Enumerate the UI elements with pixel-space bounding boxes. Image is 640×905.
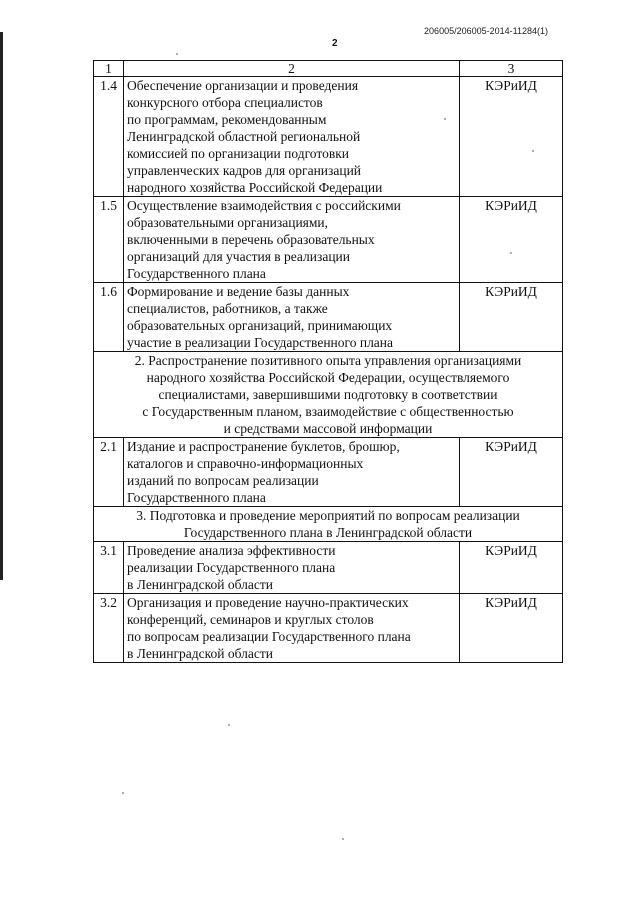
item-number: 3.2	[94, 594, 124, 663]
section-heading-line: 3. Подготовка и проведение мероприятий по вопросам реализации	[136, 508, 520, 523]
item-description	[124, 77, 460, 197]
item-description-line: Государственного плана	[127, 490, 266, 505]
plan-table-body	[94, 61, 563, 663]
section-heading	[94, 507, 563, 542]
section-heading	[94, 352, 563, 438]
item-number: 2.1	[94, 438, 124, 507]
section-heading-line: Государственного плана в Ленинградской области	[183, 525, 473, 540]
section-heading-line: народного хозяйства Российской Федерации, осуществляемого	[146, 370, 510, 385]
item-description-line: Ленинградской областной региональной	[127, 129, 361, 144]
item-description-line: Издание и распространение буклетов, брошюр,	[127, 439, 400, 454]
item-description-line: организаций для участия в реализации	[127, 249, 351, 264]
item-description-line: народного хозяйства Российской Федерации	[127, 180, 383, 195]
section-heading-line: и средствами массовой информации	[223, 421, 433, 436]
document-id: 206005/206005-2014-11284(1)	[424, 26, 548, 36]
item-description	[124, 283, 460, 352]
item-description-line: Проведение анализа эффективности	[127, 543, 336, 558]
table-row	[94, 542, 563, 594]
column-header-3: 3	[460, 61, 563, 77]
item-executor: КЭРиИД	[460, 197, 563, 283]
table-row	[94, 77, 563, 197]
item-description-line: комиссией по организации подготовки	[127, 146, 349, 161]
item-description-line: в Ленинградской области	[127, 577, 273, 592]
item-description	[124, 594, 460, 663]
item-description-line: Формирование и ведение базы данных	[127, 284, 350, 299]
table-row	[94, 283, 563, 352]
scan-edge-bar	[0, 32, 3, 580]
section-heading-row	[94, 352, 563, 438]
table-row	[94, 438, 563, 507]
item-description-line: образовательных организаций, принимающих	[127, 318, 393, 333]
item-description-line: включенными в перечень образовательных	[127, 232, 375, 247]
section-heading-line: с Государственным планом, взаимодействие с общественностью	[142, 404, 514, 419]
scan-speck	[342, 838, 344, 840]
item-description-line: участие в реализации Государственного плана	[127, 335, 394, 350]
item-description	[124, 197, 460, 283]
scan-speck	[228, 724, 230, 726]
item-description-line: изданий по вопросам реализации	[127, 473, 319, 488]
scan-speck	[122, 792, 124, 794]
item-executor: КЭРиИД	[460, 77, 563, 197]
item-executor: КЭРиИД	[460, 283, 563, 352]
item-description-line: в Ленинградской области	[127, 646, 273, 661]
item-number: 1.6	[94, 283, 124, 352]
section-heading-row	[94, 507, 563, 542]
page-number: 2	[332, 38, 338, 49]
item-number: 1.4	[94, 77, 124, 197]
section-heading-line: специалистами, завершившими подготовку в соответствии	[158, 387, 498, 402]
item-description-line: Обеспечение организации и проведения	[127, 78, 359, 93]
item-executor: КЭРиИД	[460, 594, 563, 663]
item-description-line: Организация и проведение научно-практических	[127, 595, 409, 610]
column-header-1: 1	[94, 61, 124, 77]
item-number: 3.1	[94, 542, 124, 594]
scan-speck	[176, 53, 178, 55]
item-description-line: конкурсного отбора специалистов	[127, 95, 323, 110]
item-executor: КЭРиИД	[460, 542, 563, 594]
column-header-row	[94, 61, 563, 77]
item-description-line: Осуществление взаимодействия с российскими	[127, 198, 401, 213]
column-header-2: 2	[124, 61, 460, 77]
item-description-line: специалистов, работников, а также	[127, 301, 328, 316]
item-description-line: управленческих кадров для организаций	[127, 163, 362, 178]
item-executor: КЭРиИД	[460, 438, 563, 507]
item-description-line: по программам, рекомендованным	[127, 112, 327, 127]
item-description-line: конференций, семинаров и круглых столов	[127, 612, 374, 627]
item-number: 1.5	[94, 197, 124, 283]
item-description-line: Государственного плана	[127, 266, 266, 281]
item-description	[124, 438, 460, 507]
item-description	[124, 542, 460, 594]
section-heading-line: 2. Распространение позитивного опыта управления организациями	[134, 353, 522, 368]
plan-table	[93, 60, 563, 663]
table-row	[94, 197, 563, 283]
item-description-line: реализации Государственного плана	[127, 560, 336, 575]
item-description-line: по вопросам реализации Государственного плана	[127, 629, 411, 644]
item-description-line: образовательными организациями,	[127, 215, 329, 230]
item-description-line: каталогов и справочно-информационных	[127, 456, 364, 471]
table-row	[94, 594, 563, 663]
